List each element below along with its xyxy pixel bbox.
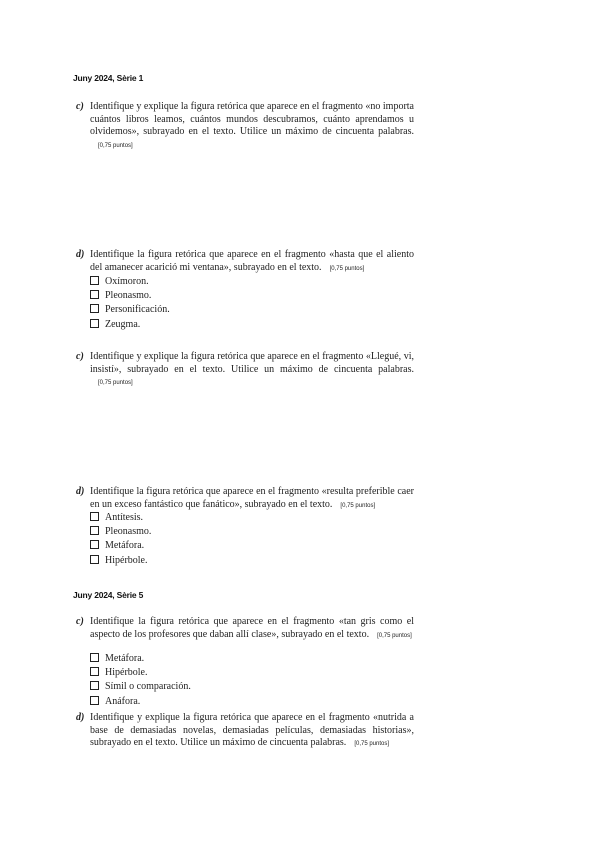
question-text: Identifique y explique la figura retórica que aparece en el fragmento «nutrida a base de demasiadas novelas, demasiadas películas, demasiadas historias», subrayado en el texto. Utilice un máximo de cincuenta palabras.	[90, 712, 414, 748]
question-d-serie1	[76, 249, 414, 275]
question-c-serie1-b	[76, 351, 414, 390]
option-item[interactable]	[90, 652, 191, 666]
checkbox-icon[interactable]	[90, 555, 99, 564]
section-header: Juny 2024, Sèrie 1	[73, 73, 144, 83]
option-label: Anáfora.	[105, 695, 141, 707]
option-item[interactable]	[90, 539, 151, 553]
question-text: Identifique y explique la figura retórica que aparece en el fragmento «no importa cuántos libros leamos, cuántos mundos descubramos, cuánto aprendamos u olvidemos», subrayado en el texto. Utilice un máximo de cincuenta palabras.	[90, 101, 414, 137]
question-letter: d)	[76, 712, 85, 723]
question-text: Identifique la figura retórica que aparece en el fragmento «resulta preferible caer en un exceso fantástico que fanático», subrayado en el texto.	[90, 486, 414, 510]
option-label: Metáfora.	[105, 540, 145, 552]
option-item[interactable]	[90, 554, 151, 568]
checkbox-icon[interactable]	[90, 681, 99, 690]
question-d-serie1-b	[76, 486, 414, 512]
option-item[interactable]	[90, 275, 170, 289]
question-letter: c)	[76, 101, 84, 112]
question-points: [0,75 puntos]	[98, 380, 133, 386]
question-text: Identifique y explique la figura retórica que aparece en el fragmento «Llegué, vi, insistí», subrayado en el texto. Utilice un máximo de cincuenta palabras.	[90, 351, 414, 375]
option-label: Hipérbole.	[105, 554, 148, 566]
checkbox-icon[interactable]	[90, 540, 99, 549]
section-header: Juny 2024, Sèrie 5	[73, 590, 144, 600]
question-letter: c)	[76, 616, 84, 627]
option-item[interactable]	[90, 289, 170, 303]
checkbox-icon[interactable]	[90, 304, 99, 313]
option-label: Pleonasmo.	[105, 526, 152, 538]
checkbox-icon[interactable]	[90, 653, 99, 662]
option-item[interactable]	[90, 680, 191, 694]
checkbox-icon[interactable]	[90, 290, 99, 299]
option-item[interactable]	[90, 511, 151, 525]
checkbox-icon[interactable]	[90, 512, 99, 521]
question-letter: c)	[76, 351, 84, 362]
option-label: Metáfora.	[105, 653, 145, 664]
options-list	[90, 275, 170, 332]
question-points: [0,75 puntos]	[340, 502, 376, 509]
question-d-serie5	[76, 712, 414, 751]
question-points: [0,75 puntos]	[98, 142, 133, 149]
question-letter: d)	[76, 486, 85, 497]
option-item[interactable]	[90, 303, 170, 317]
option-item[interactable]	[90, 525, 151, 539]
option-label: Zeugma.	[105, 318, 141, 330]
question-letter: d)	[76, 249, 85, 260]
options-list	[90, 511, 151, 568]
option-label: Pleonasmo.	[105, 290, 152, 302]
checkbox-icon[interactable]	[90, 319, 99, 328]
option-label: Oxímoron.	[105, 276, 149, 287]
option-item[interactable]	[90, 695, 191, 709]
question-points: [0,75 puntos]	[354, 741, 390, 747]
option-label: Símil o comparación.	[105, 681, 191, 693]
checkbox-icon[interactable]	[90, 526, 99, 535]
options-list	[90, 652, 191, 709]
question-points: [0,75 puntos]	[329, 265, 365, 272]
option-label: Personificación.	[105, 304, 170, 316]
option-item[interactable]	[90, 318, 170, 332]
question-c-serie1	[76, 101, 414, 152]
option-label: Antítesis.	[105, 512, 144, 523]
option-label: Hipérbole.	[105, 667, 148, 679]
checkbox-icon[interactable]	[90, 276, 99, 285]
option-item[interactable]	[90, 666, 191, 680]
question-text: Identifique la figura retórica que aparece en el fragmento «hasta que el aliento del amanecer acarició mi ventana», subrayado en el texto.	[90, 249, 414, 273]
checkbox-icon[interactable]	[90, 696, 99, 705]
question-points: [0,75 puntos]	[377, 632, 412, 639]
question-text: Identifique la figura retórica que aparece en el fragmento «tan gris como el aspecto de los profesores que daban allí clase», subrayado en el texto.	[90, 616, 414, 640]
question-c-serie5	[76, 616, 414, 642]
checkbox-icon[interactable]	[90, 667, 99, 676]
